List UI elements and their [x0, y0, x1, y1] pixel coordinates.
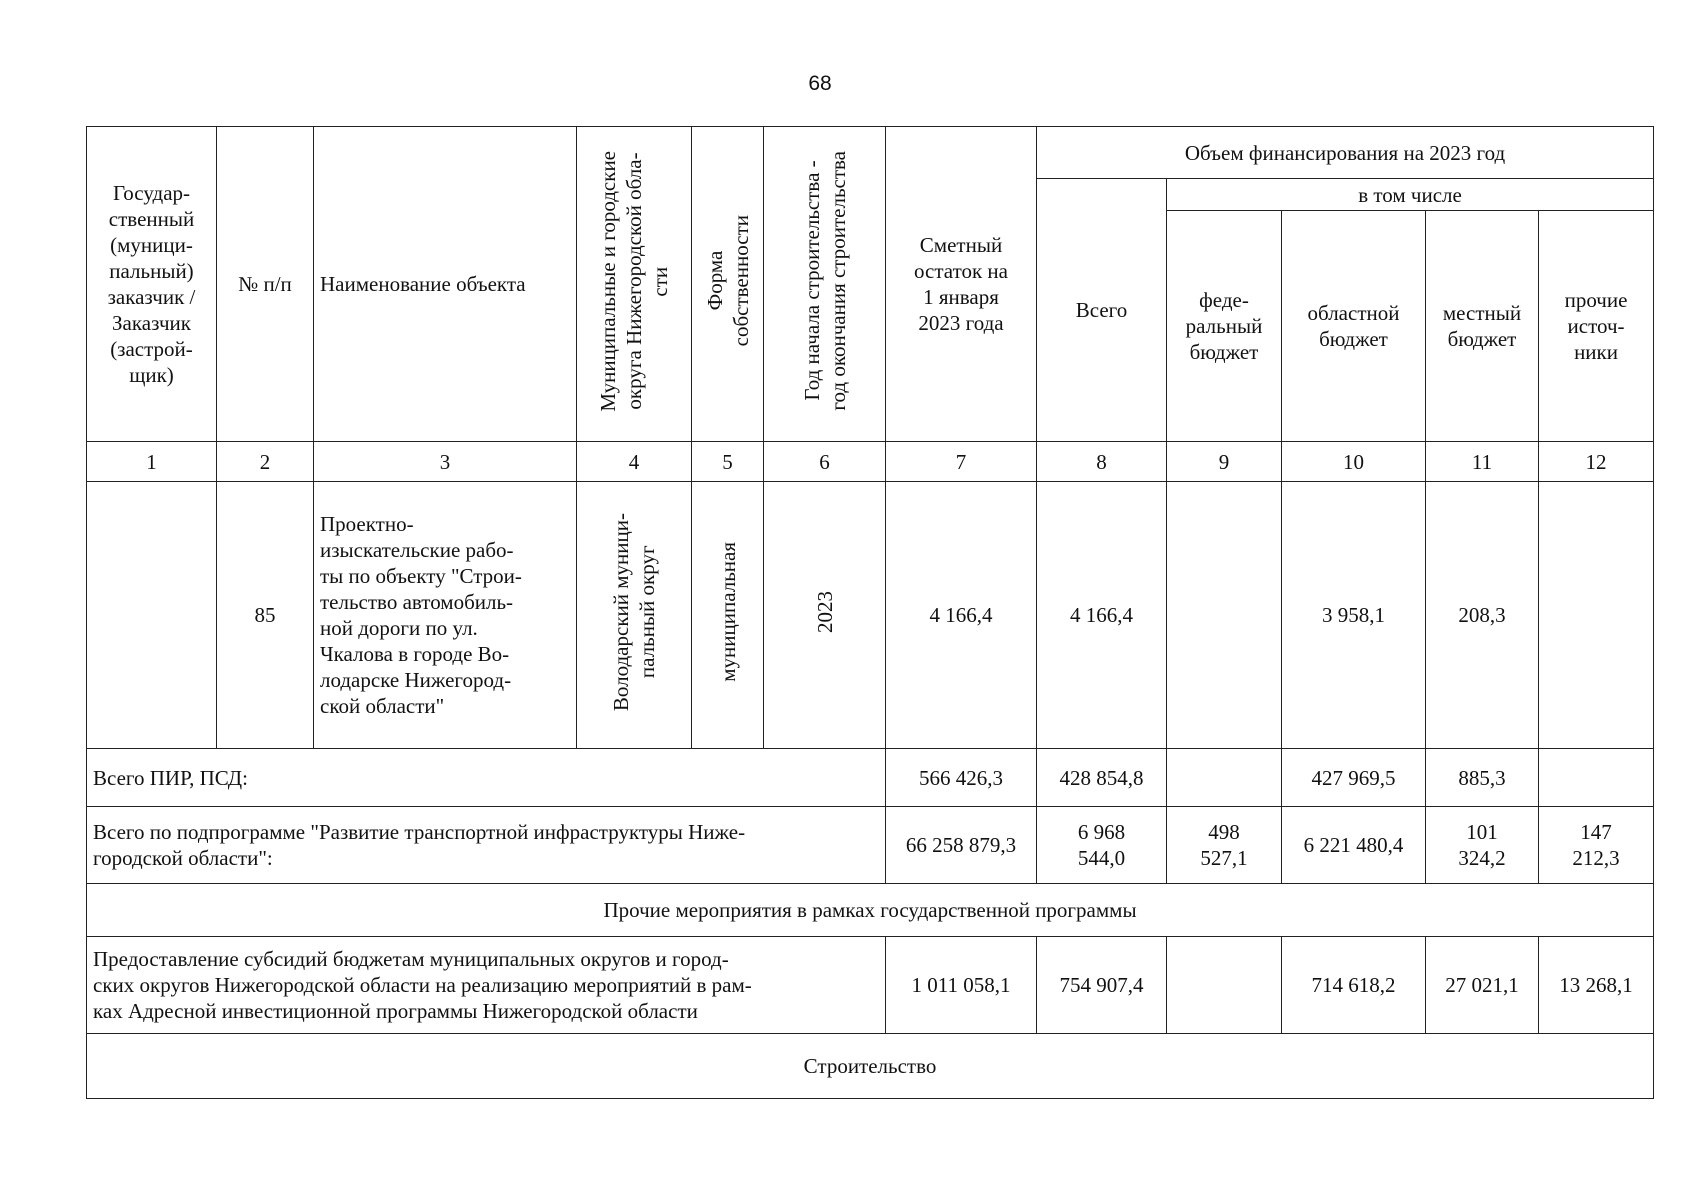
col-number: 1 — [87, 442, 217, 482]
cell-total: 4 166,4 — [1037, 482, 1167, 749]
cell-regional: 3 958,1 — [1282, 482, 1426, 749]
header-including: в том числе — [1167, 179, 1654, 211]
cell-total: 754 907,4 — [1037, 937, 1167, 1034]
total-subprogram-row — [87, 807, 1654, 884]
header-funding-group: Объем финансирования на 2023 год — [1037, 127, 1654, 179]
table-row-85 — [87, 482, 1654, 749]
subsidies-label: Предоставление субсидий бюджетам муниципальных округов и город- ских округов Нижегородской области на реализацию мероприятий в рам- ках Адресной инвестиционной программы Нижегородской области — [87, 937, 886, 1034]
cell-local: 208,3 — [1426, 482, 1539, 749]
header-other: прочие источ- ники — [1539, 211, 1654, 442]
section-other-title: Прочие мероприятия в рамках государственной программы — [87, 884, 1654, 937]
header-district — [577, 127, 692, 442]
page-number: 68 — [808, 72, 832, 95]
cell-other — [1539, 482, 1654, 749]
col-number: 9 — [1167, 442, 1282, 482]
col-number: 2 — [217, 442, 314, 482]
header-customer: Государ- ственный (муници- пальный) заказчик / Заказчик (застрой- щик) — [87, 127, 217, 442]
col-number: 10 — [1282, 442, 1426, 482]
cell-estimate: 66 258 879,3 — [886, 807, 1037, 884]
section-header-construction — [87, 1034, 1654, 1099]
col-number: 11 — [1426, 442, 1539, 482]
cell-years — [764, 482, 886, 749]
column-number-row — [87, 442, 1654, 482]
cell-regional: 714 618,2 — [1282, 937, 1426, 1034]
header-ownership-text: Форма собственности — [702, 215, 753, 347]
col-number: 5 — [692, 442, 764, 482]
section-construction-title: Строительство — [87, 1034, 1654, 1099]
cell-total: 6 968 544,0 — [1037, 807, 1167, 884]
cell-other — [1539, 749, 1654, 807]
header-years-text: Год начала строительства - год окончания строительства — [799, 151, 850, 411]
total-subprogram-label: Всего по подпрограмме "Развитие транспортной инфраструктуры Ниже- городской области": — [87, 807, 886, 884]
cell-local: 27 021,1 — [1426, 937, 1539, 1034]
cell-local: 101 324,2 — [1426, 807, 1539, 884]
cell-district-text: Володарский муници- пальный округ — [609, 512, 659, 712]
cell-federal — [1167, 482, 1282, 749]
header-federal: феде- ральный бюджет — [1167, 211, 1282, 442]
cell-federal: 498 527,1 — [1167, 807, 1282, 884]
col-number: 6 — [764, 442, 886, 482]
cell-federal — [1167, 937, 1282, 1034]
cell-customer — [87, 482, 217, 749]
col-number: 8 — [1037, 442, 1167, 482]
cell-ownership-text: муниципальная — [715, 542, 740, 682]
header-ownership — [692, 127, 764, 442]
funding-table — [86, 126, 1654, 1099]
cell-regional: 6 221 480,4 — [1282, 807, 1426, 884]
header-regional: областной бюджет — [1282, 211, 1426, 442]
cell-estimate: 4 166,4 — [886, 482, 1037, 749]
cell-number: 85 — [217, 482, 314, 749]
cell-ownership — [692, 482, 764, 749]
header-total: Всего — [1037, 179, 1167, 442]
cell-other: 13 268,1 — [1539, 937, 1654, 1034]
header-row-1 — [87, 127, 1654, 179]
header-district-text: Муниципальные и городские округа Нижегородской обла- сти — [596, 150, 672, 412]
cell-federal — [1167, 749, 1282, 807]
cell-total: 428 854,8 — [1037, 749, 1167, 807]
header-number: № п/п — [217, 127, 314, 442]
total-pir-label: Всего ПИР, ПСД: — [87, 749, 886, 807]
cell-years-text: 2023 — [812, 591, 837, 633]
cell-estimate: 1 011 058,1 — [886, 937, 1037, 1034]
cell-object-name: Проектно- изыскательские рабо- ты по объекту "Строи- тельство автомобиль- ной дороги по ул. Чкалова в городе Во- лодарске Нижегород- ской области" — [314, 482, 577, 749]
cell-other: 147 212,3 — [1539, 807, 1654, 884]
col-number: 12 — [1539, 442, 1654, 482]
cell-estimate: 566 426,3 — [886, 749, 1037, 807]
cell-regional: 427 969,5 — [1282, 749, 1426, 807]
col-number: 4 — [577, 442, 692, 482]
cell-local: 885,3 — [1426, 749, 1539, 807]
col-number: 7 — [886, 442, 1037, 482]
header-object-name: Наименование объекта — [314, 127, 577, 442]
col-number: 3 — [314, 442, 577, 482]
header-estimate: Сметный остаток на 1 января 2023 года — [886, 127, 1037, 442]
header-years — [764, 127, 886, 442]
total-pir-row — [87, 749, 1654, 807]
cell-district — [577, 482, 692, 749]
header-local: местный бюджет — [1426, 211, 1539, 442]
subsidies-row — [87, 937, 1654, 1034]
section-header-other — [87, 884, 1654, 937]
